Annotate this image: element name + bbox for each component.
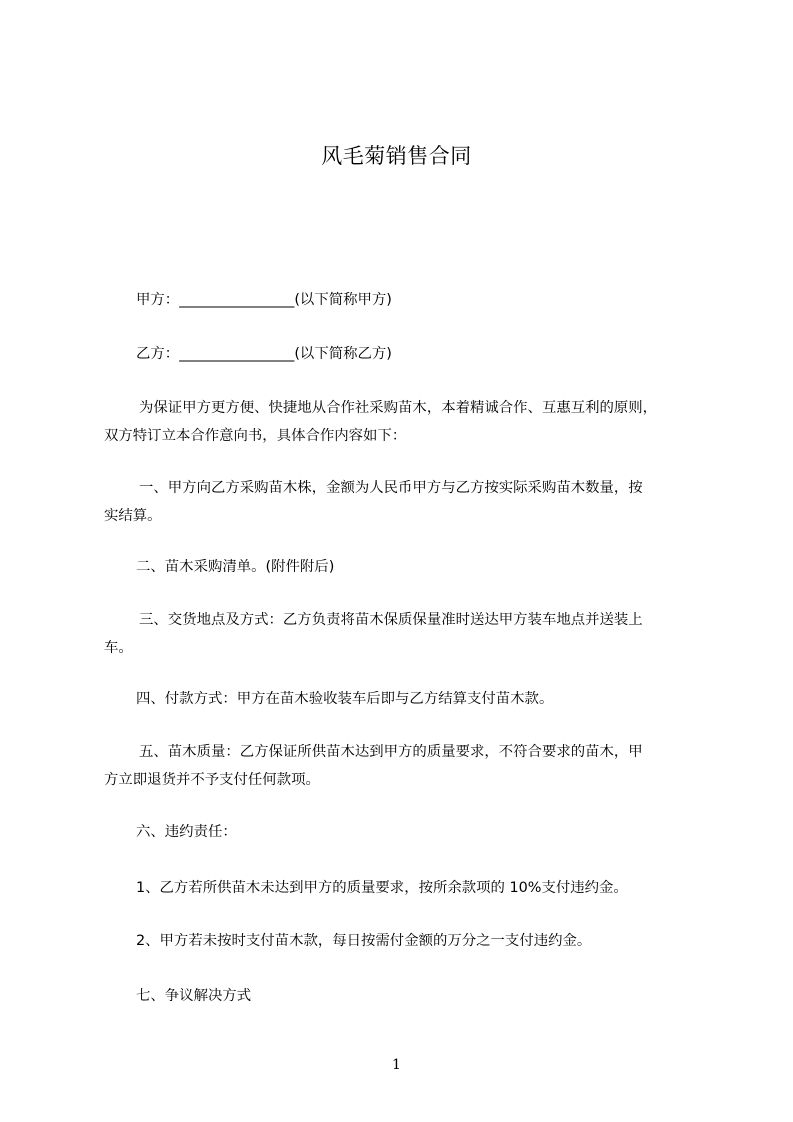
party-a-note: (以下简称甲方) bbox=[294, 292, 392, 308]
intro-paragraph bbox=[104, 394, 704, 450]
clause-3-line-1: 三、交货地点及方式：乙方负责将苗木保质保量准时送达甲方装车地点并送装上 bbox=[139, 612, 643, 628]
clause-5-line-1: 五、苗木质量：乙方保证所供苗木达到甲方的质量要求，不符合要求的苗木，甲 bbox=[139, 744, 643, 760]
clause-3-line-2: 车。 bbox=[104, 640, 133, 656]
clause-6-item-2 bbox=[104, 932, 704, 950]
party-b-line bbox=[104, 345, 704, 363]
clause-5-line-2: 方立即退货并不予支付任何款项。 bbox=[104, 772, 320, 788]
clause-6-heading bbox=[104, 823, 704, 841]
party-a-label: 甲方： bbox=[136, 292, 180, 308]
clause-1-line-1: 一、甲方向乙方采购苗木株，金额为人民币甲方与乙方按实际采购苗木数量，按 bbox=[139, 480, 643, 496]
clause-6-item-1 bbox=[104, 879, 704, 897]
party-a-blank: ________________ bbox=[179, 292, 295, 308]
clause-4-text: 四、付款方式：甲方在苗木验收装车后即与乙方结算支付苗木款。 bbox=[136, 691, 554, 707]
clause-5-paragraph bbox=[104, 738, 704, 794]
clause-6-item-2-text: 2、甲方若未按时支付苗木款，每日按需付金额的万分之一支付违约金。 bbox=[136, 933, 592, 949]
clause-4 bbox=[104, 690, 704, 708]
clause-7-text: 七、争议解决方式 bbox=[136, 988, 252, 1004]
clause-2 bbox=[104, 558, 704, 576]
clause-1-line-2: 实结算。 bbox=[104, 508, 162, 524]
clause-6-item-1-text: 1、乙方若所供苗木未达到甲方的质量要求，按所余款项的 10%支付违约金。 bbox=[136, 880, 628, 896]
party-b-label: 乙方： bbox=[136, 346, 180, 362]
clause-7 bbox=[104, 987, 704, 1005]
party-a-line bbox=[104, 291, 704, 309]
intro-line-1: 为保证甲方更方便、快捷地从合作社采购苗木，本着精诚合作、互惠互利的原则， bbox=[139, 400, 658, 416]
clause-3-paragraph bbox=[104, 606, 704, 662]
party-b-note: (以下简称乙方) bbox=[294, 346, 392, 362]
document-title: 风毛菊销售合同 bbox=[321, 144, 472, 168]
clause-2-text: 二、苗木采购清单。(附件附后) bbox=[136, 559, 335, 575]
party-b-blank: ________________ bbox=[179, 346, 295, 362]
clause-1-paragraph bbox=[104, 474, 704, 530]
intro-line-2: 双方特订立本合作意向书，具体合作内容如下： bbox=[104, 428, 407, 444]
page-number: 1 bbox=[392, 1057, 401, 1073]
clause-6-heading-text: 六、违约责任： bbox=[136, 824, 237, 840]
